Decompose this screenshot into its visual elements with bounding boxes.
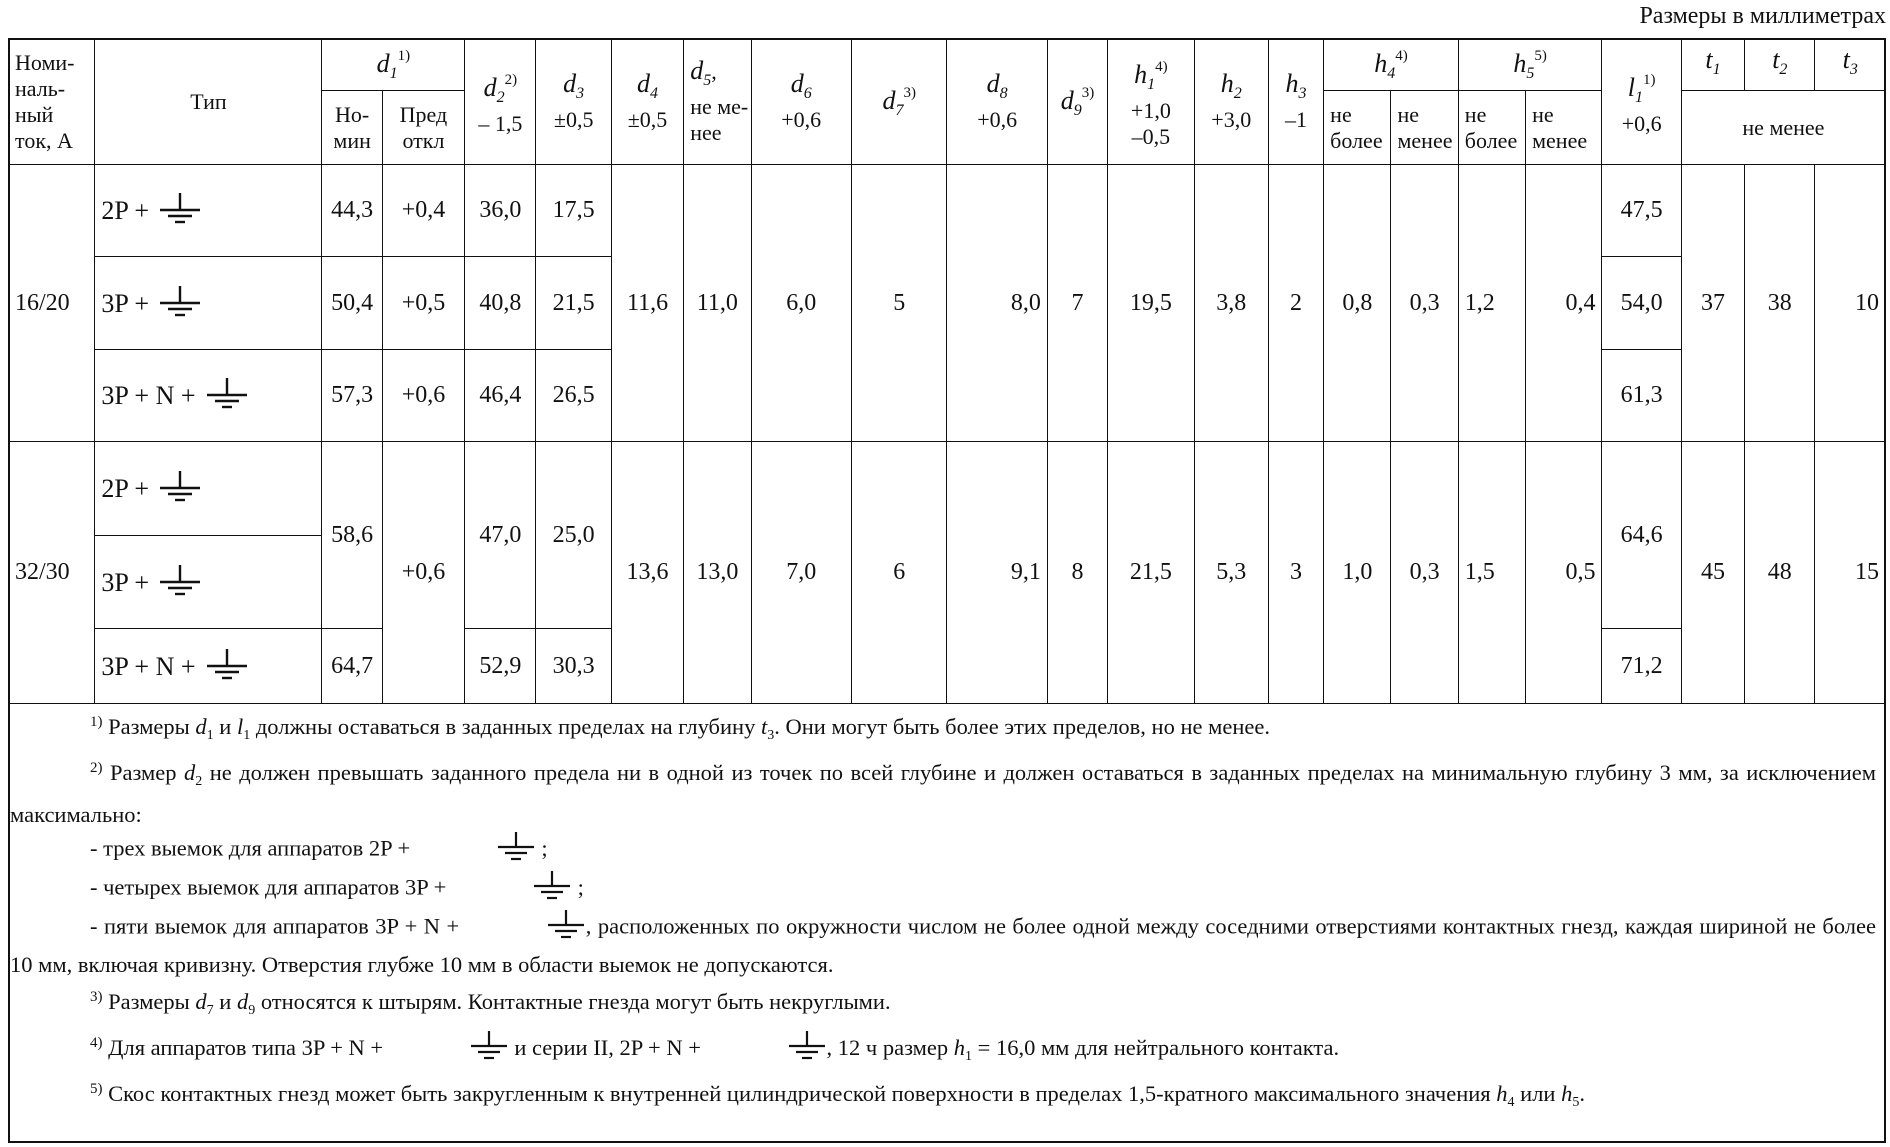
d1-nom: 58,6 <box>322 442 382 629</box>
header-h1: $h_1^{4)}$ +1,0 –0,5 <box>1108 39 1194 165</box>
h1: 21,5 <box>1108 442 1194 704</box>
l1: 47,5 <box>1602 165 1681 257</box>
type-cell: 3P + N + <box>95 350 322 442</box>
h1: 19,5 <box>1108 165 1194 442</box>
d3: 26,5 <box>536 350 611 442</box>
header-t3: $t_3$ <box>1815 39 1886 91</box>
header-h5-min: не менее <box>1526 91 1602 165</box>
footnote-2-item-2: - четырех выемок для аппаратов 3P + ; <box>10 870 1876 909</box>
h4-min: 0,3 <box>1391 165 1458 442</box>
d9: 7 <box>1047 165 1107 442</box>
h5-max: 1,5 <box>1458 442 1525 704</box>
units-caption: Размеры в миллиметрах <box>1639 3 1886 29</box>
h3: 2 <box>1268 165 1323 442</box>
d6: 6,0 <box>751 165 851 442</box>
t1: 45 <box>1681 442 1744 704</box>
current-16-20: 16/20 <box>9 165 95 442</box>
l1: 61,3 <box>1602 350 1681 442</box>
d7: 5 <box>851 165 946 442</box>
d5: 11,0 <box>684 165 751 442</box>
footnote-2-item-1: - трех выемок для аппаратов 2P + ; <box>10 831 1876 870</box>
header-d1-nom: Но-мин <box>322 91 382 165</box>
t2: 48 <box>1745 442 1815 704</box>
header-h5-max: не более <box>1458 91 1525 165</box>
d8: 8,0 <box>947 165 1047 442</box>
d3: 25,0 <box>536 442 611 629</box>
t1: 37 <box>1681 165 1744 442</box>
h3: 3 <box>1268 442 1323 704</box>
l1: 64,6 <box>1602 442 1681 629</box>
header-d7: $d_7^{3)}$ <box>851 39 946 165</box>
l1: 54,0 <box>1602 257 1681 350</box>
d7: 6 <box>851 442 946 704</box>
t3: 10 <box>1815 165 1886 442</box>
footnote-2-item-3: - пяти выемок для аппаратов 3P + N + , расположенных по окружности числом не более одной между соседними отверстиями контактных гнезд, каждая шириной не более 10 мм, включая кривизну. Отверстия глубже 10 мм в области выемок не допускаются. <box>10 909 1876 981</box>
header-d1-tol: Пред откл <box>382 91 464 165</box>
ground-icon <box>466 909 586 948</box>
d2: 47,0 <box>465 442 536 629</box>
d2: 46,4 <box>465 350 536 442</box>
d2: 52,9 <box>465 629 536 704</box>
d4: 11,6 <box>611 165 683 442</box>
d1-tol: +0,4 <box>382 165 464 257</box>
l1: 71,2 <box>1602 629 1681 704</box>
t2: 38 <box>1745 165 1815 442</box>
header-t1: $t_1$ <box>1681 39 1744 91</box>
d8: 9,1 <box>947 442 1047 704</box>
header-d5: $d_5$, не ме-нее <box>684 39 751 165</box>
d3: 17,5 <box>536 165 611 257</box>
d1-tol: +0,6 <box>382 442 464 704</box>
header-d4: $d_4$ ±0,5 <box>611 39 683 165</box>
header-t-min: не менее <box>1681 91 1885 165</box>
type-cell: 3P + N + <box>95 629 322 704</box>
footnote-5: $^{5)}$ Скос контактных гнезд может быть закругленным к внутренней цилиндрической поверхности в пределах 1,5-кратного максимального значения $h_4$ или $h_5$. <box>90 1081 1585 1110</box>
type-cell: 2P + <box>95 442 322 536</box>
header-h4: $h_4^{4)}$ <box>1324 39 1459 91</box>
header-h5: $h_5^{5)}$ <box>1458 39 1602 91</box>
t3: 15 <box>1815 442 1886 704</box>
ground-icon <box>707 1030 827 1069</box>
h4-max: 1,0 <box>1324 442 1391 704</box>
h5-min: 0,5 <box>1526 442 1602 704</box>
header-d6: $d_6$ +0,6 <box>751 39 851 165</box>
header-d2: $d_2^{2)}$ – 1,5 <box>465 39 536 165</box>
header-h2: $h_2$ +3,0 <box>1194 39 1268 165</box>
header-h3: $h_3$ –1 <box>1268 39 1323 165</box>
d1-tol: +0,6 <box>382 350 464 442</box>
header-l1: $l_1^{1)}$ +0,6 <box>1602 39 1681 165</box>
header-h4-min: не менее <box>1391 91 1458 165</box>
ground-icon <box>389 1030 509 1069</box>
h4-min: 0,3 <box>1391 442 1458 704</box>
d2: 40,8 <box>465 257 536 350</box>
footnote-4: $^{4)}$ Для аппаратов типа 3P + N + и серии II, 2P + N + , 12 ч размер $h_1 = 16,0$ мм для нейтрального контакта. <box>10 1027 1876 1073</box>
header-h4-max: не более <box>1324 91 1391 165</box>
header-d3: $d_3$ ±0,5 <box>536 39 611 165</box>
header-d8: $d_8$ +0,6 <box>947 39 1047 165</box>
d1-nom: 64,7 <box>322 629 382 704</box>
d4: 13,6 <box>611 442 683 704</box>
h2: 5,3 <box>1194 442 1268 704</box>
d3: 21,5 <box>536 257 611 350</box>
d6: 7,0 <box>751 442 851 704</box>
d1-tol: +0,5 <box>382 257 464 350</box>
header-type: Тип <box>95 39 322 165</box>
header-d1: $d_1^{1)}$ <box>322 39 465 91</box>
h5-min: 0,4 <box>1526 165 1602 442</box>
current-32-30: 32/30 <box>9 442 95 704</box>
type-cell: 3P + <box>95 257 322 350</box>
d1-nom: 50,4 <box>322 257 382 350</box>
ground-icon <box>416 831 536 870</box>
d5: 13,0 <box>684 442 751 704</box>
ground-icon <box>452 870 572 909</box>
header-current: Номи-наль-ный ток, А <box>9 39 95 165</box>
d9: 8 <box>1047 442 1107 704</box>
type-cell: 2P + <box>95 165 322 257</box>
h2: 3,8 <box>1194 165 1268 442</box>
footnote-3: $^{3)}$ Размеры $d_7$ и $d_9$ относятся к штырям. Контактные гнезда могут быть некруглыми. <box>90 989 891 1018</box>
d2: 36,0 <box>465 165 536 257</box>
header-d9: $d_9^{3)}$ <box>1047 39 1107 165</box>
type-cell: 3P + <box>95 536 322 629</box>
d3: 30,3 <box>536 629 611 704</box>
header-t2: $t_2$ <box>1745 39 1815 91</box>
footnotes <box>10 706 1876 1119</box>
d1-nom: 57,3 <box>322 350 382 442</box>
h4-max: 0,8 <box>1324 165 1391 442</box>
footnote-2: $^{2)}$ Размер $d_2$ не должен превышать заданного предела ни в одной из точек по всей глубине и должен оставаться в заданных пределах на минимальную глубину 3 мм, за исключением максимально: <box>10 760 1877 827</box>
footnote-1: $^{1)}$ Размеры $d_1$ и $l_1$ должны оставаться в заданных пределах на глубину $t_3$. Они могут быть более этих пределов, но не менее. <box>90 714 1270 743</box>
d1-nom: 44,3 <box>322 165 382 257</box>
h5-max: 1,2 <box>1458 165 1525 442</box>
